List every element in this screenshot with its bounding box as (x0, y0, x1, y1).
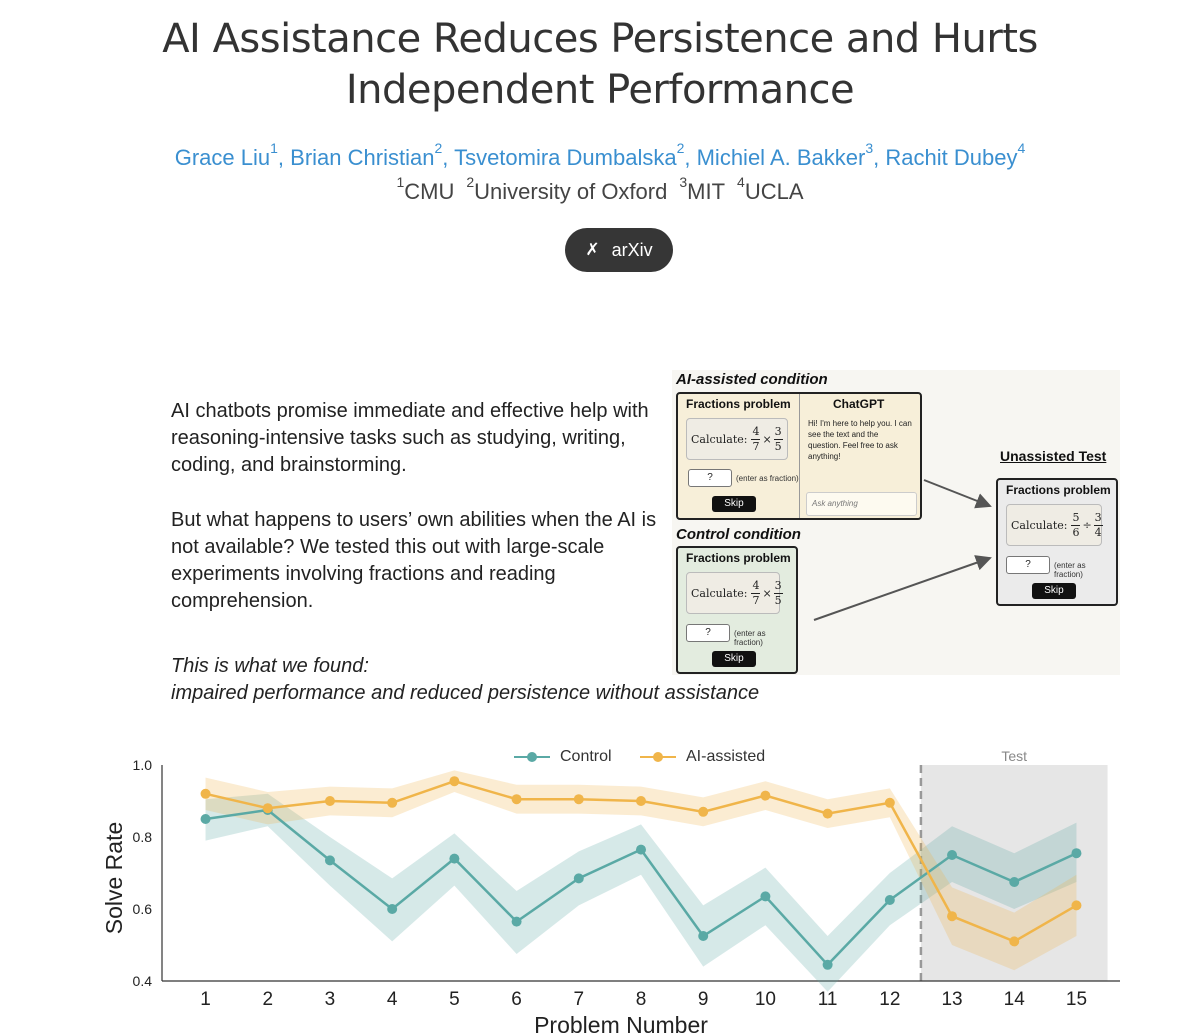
data-point-1 (512, 794, 522, 804)
data-point-1 (1071, 900, 1081, 910)
x-tick-label: 9 (697, 989, 709, 1010)
control-arrow (814, 558, 990, 620)
data-point-1 (325, 796, 335, 806)
data-point-0 (698, 931, 708, 941)
answer-input[interactable]: ? (686, 624, 730, 642)
ai-condition-label: AI-assisted condition (676, 371, 828, 388)
arxiv-button[interactable] (565, 228, 673, 272)
data-point-1 (449, 776, 459, 786)
x-tick-label: 14 (1003, 989, 1025, 1010)
data-point-1 (263, 803, 273, 813)
x-tick-label: 7 (573, 989, 585, 1010)
answer-hint: (enter as fraction) (734, 629, 766, 647)
data-point-0 (201, 814, 211, 824)
x-axis-label: Problem Number (534, 1012, 708, 1034)
data-point-1 (574, 794, 584, 804)
data-point-0 (1071, 848, 1081, 858)
test-label: Test (1001, 748, 1028, 764)
affiliation: $^4$UCLA (737, 174, 804, 204)
author-name[interactable]: Michiel A. Bakker$^3$ (696, 140, 874, 170)
paper-title (0, 14, 1200, 116)
data-point-0 (760, 891, 770, 901)
findings-line-1: This is what we found: (171, 655, 369, 677)
data-point-1 (1009, 936, 1019, 946)
legend-control-label: Control (560, 748, 612, 765)
data-point-0 (325, 855, 335, 865)
affiliation: $^1$CMU (396, 174, 455, 204)
ai-arrow (924, 480, 990, 506)
panel-title: Fractions problem (686, 551, 791, 565)
data-point-1 (201, 789, 211, 799)
control-condition-label: Control condition (676, 526, 801, 543)
data-point-0 (512, 917, 522, 927)
title-line-1: AI Assistance Reduces Persistence and Hurts (162, 16, 1038, 62)
data-point-0 (947, 850, 957, 860)
legend-ai-label: AI-assisted (686, 748, 766, 765)
x-tick-label: 3 (324, 989, 336, 1010)
y-tick-label: 0.6 (132, 901, 152, 917)
x-tick-label: 15 (1065, 989, 1088, 1010)
experiment-figure (672, 370, 1120, 675)
x-tick-label: 11 (817, 989, 838, 1010)
author-name[interactable]: Brian Christian$^2$ (290, 140, 443, 170)
data-point-0 (449, 854, 459, 864)
skip-button[interactable]: Skip (712, 651, 756, 667)
x-tick-label: 8 (635, 989, 647, 1010)
answer-hint: (enter as fraction) (736, 474, 799, 483)
chat-message: Hi! I'm here to help you. I can see the text and the question. Feel free to ask anything! (808, 419, 912, 461)
y-tick-label: 0.4 (132, 973, 152, 989)
panel-title: Fractions problem (686, 397, 791, 411)
solve-rate-chart (0, 735, 1200, 1034)
x-tick-label: 10 (754, 989, 776, 1010)
x-tick-label: 5 (449, 989, 460, 1010)
x-tick-label: 6 (511, 989, 522, 1010)
title-line-2: Independent Performance (345, 67, 855, 113)
data-point-0 (885, 895, 895, 905)
affiliation: $^2$University of Oxford (466, 174, 668, 204)
data-point-0 (636, 845, 646, 855)
affiliation: $^3$MIT (679, 174, 726, 204)
panel-title: Fractions problem (1006, 483, 1111, 497)
x-tick-label: 2 (262, 989, 274, 1010)
arxiv-label: arXiv (611, 239, 653, 260)
y-tick-label: 0.8 (132, 829, 152, 845)
y-tick-label: 1.0 (132, 757, 152, 773)
arxiv-x-icon: ✗ (585, 240, 600, 260)
test-card (996, 478, 1118, 606)
calc-box: Calculate: $\frac{4}{7}$ × $\frac{3}{5}$ (686, 572, 780, 614)
x-tick-label: 13 (941, 989, 963, 1010)
skip-button[interactable]: Skip (712, 496, 756, 512)
intro-paragraph-1: AI chatbots promise immediate and effective help with reasoning-intensive tasks such as studying, writing, coding, and brainstorming. (171, 400, 649, 476)
calc-box: Calculate: $\frac{4}{7}$ × $\frac{3}{5}$ (686, 418, 788, 460)
answer-hint: (enter as fraction) (1054, 561, 1086, 579)
y-axis-label: Solve Rate (101, 821, 127, 935)
author-name[interactable]: Tsvetomira Dumbalska$^2$ (454, 140, 685, 170)
data-point-1 (760, 791, 770, 801)
affiliation-list (0, 174, 1200, 207)
chat-title: ChatGPT (833, 397, 885, 411)
author-list: Grace Liu$^1$, Brian Christian$^2$, Tsvetomira Dumbalska$^2$, Michiel A. Bakker$^3$, Rachit Dubey$^4$ (174, 140, 1026, 170)
answer-input[interactable]: ? (688, 469, 732, 487)
answer-input[interactable]: ? (1006, 556, 1050, 574)
x-tick-label: 12 (879, 989, 901, 1010)
data-point-0 (387, 904, 397, 914)
x-tick-label: 4 (386, 989, 398, 1010)
data-point-1 (636, 796, 646, 806)
data-point-0 (1009, 877, 1019, 887)
author-name[interactable]: Rachit Dubey$^4$ (885, 140, 1026, 170)
calc-box: Calculate: $\frac{5}{6}$ ÷ $\frac{3}{4}$ (1006, 504, 1102, 546)
x-tick-label: 1 (200, 989, 211, 1010)
findings-line-2: impaired performance and reduced persistence without assistance (171, 682, 760, 704)
author-name[interactable]: Grace Liu$^1$ (174, 140, 278, 170)
skip-button[interactable]: Skip (1032, 583, 1076, 599)
data-point-1 (387, 798, 397, 808)
data-point-1 (698, 807, 708, 817)
data-point-0 (574, 873, 584, 883)
data-point-0 (823, 960, 833, 970)
ask-input[interactable]: Ask anything (806, 492, 917, 516)
data-point-1 (823, 809, 833, 819)
data-point-1 (885, 798, 895, 808)
unassisted-test-label: Unassisted Test (1000, 448, 1107, 464)
intro-paragraph-2: But what happens to users’ own abilities when the AI is not available? We tested this out with large-scale experiments involving fractions and reading comprehension. (171, 509, 657, 612)
data-point-1 (947, 911, 957, 921)
